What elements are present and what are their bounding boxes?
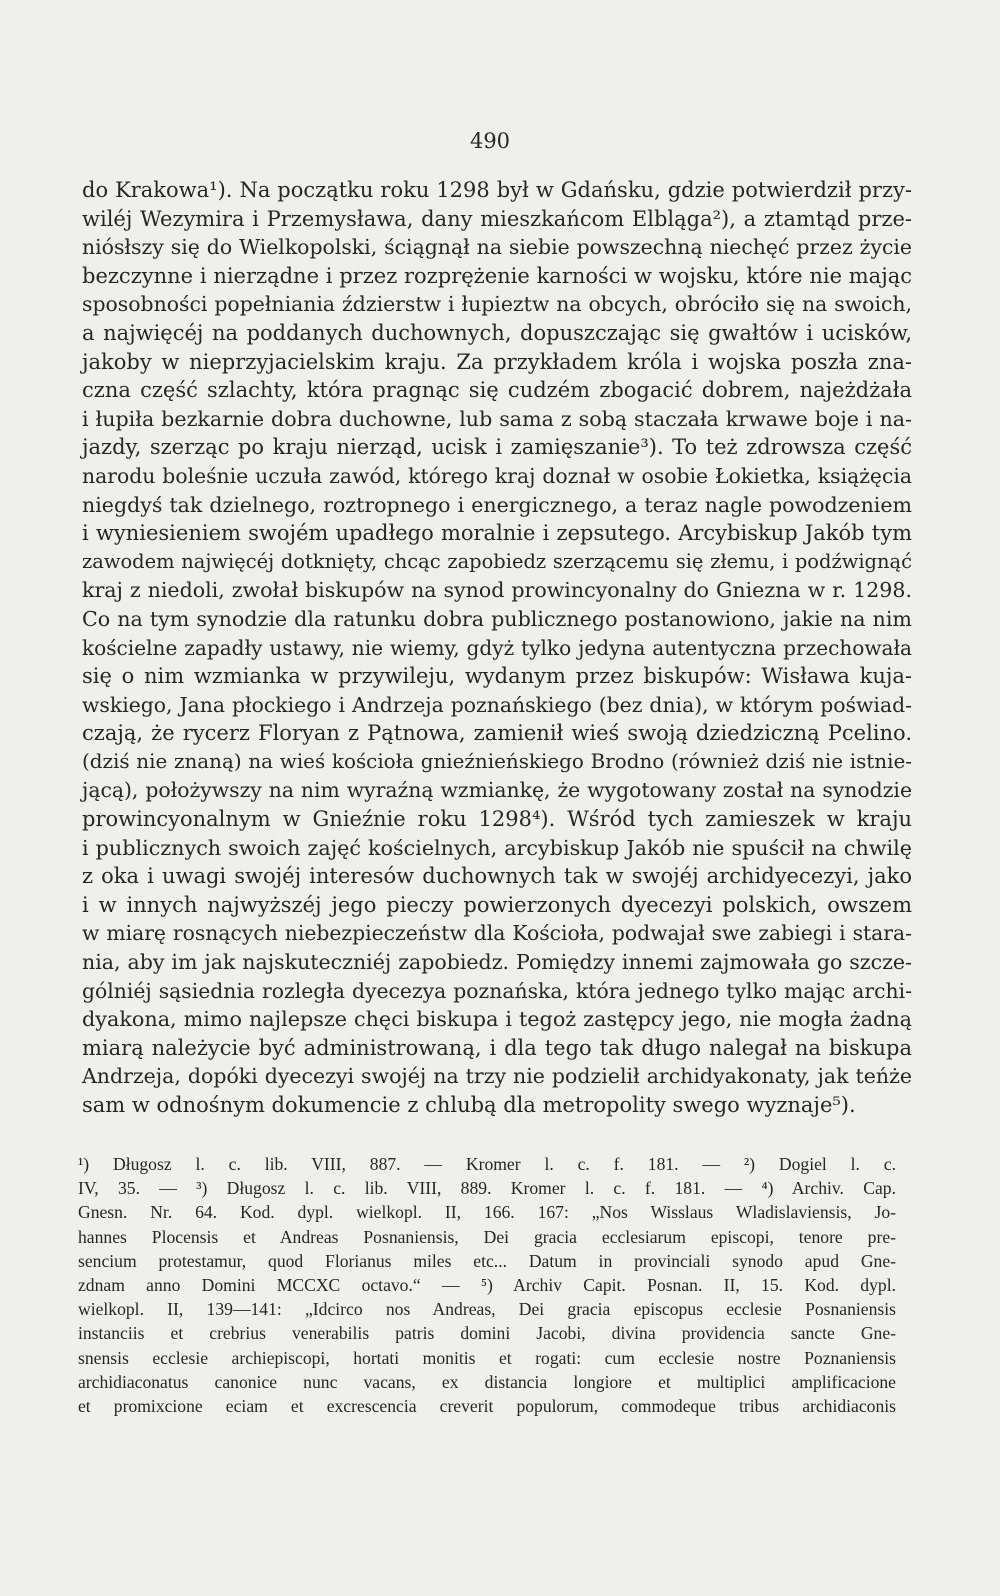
body-line: niegdyś tak dzielnego, roztropnego i energicznego, a teraz nagle powodzeniem	[82, 492, 912, 517]
footnote-line: Gnesn. Nr. 64. Kod. dypl. wielkopl. II, 166. 167: „Nos Wisslaus Wladislaviensis, Jo-	[78, 1202, 896, 1223]
footnotes	[78, 1152, 896, 1418]
footnote-line: IV, 35. — ³) Długosz l. c. lib. VIII, 889. Kromer l. c. f. 181. — ⁴) Archiv. Cap.	[78, 1178, 896, 1199]
footnote-line: sencium protestamur, quod Florianus miles etc... Datum in provinciali synodo apud Gne-	[78, 1250, 896, 1271]
body-line: kościelne zapadły ustawy, nie wiemy, gdyż tylko jedyna autentyczna przechowała	[82, 635, 912, 660]
body-line: jazdy, szerząc po kraju nierząd, ucisk i zamięszanie³). To też zdrowsza część	[82, 435, 912, 460]
body-line: gólniéj sąsiednia rozległa dyecezya poznańska, która jednego tylko mając archi-	[82, 978, 912, 1003]
body-line: do Krakowa¹). Na początku roku 1298 był w Gdańsku, gdzie potwierdził przy-	[82, 178, 912, 202]
body-line: i łupiła bezkarnie dobra duchowne, lub sama z sobą staczała krwawe boje i na-	[82, 406, 912, 431]
body-line: kraj z niedoli, zwołał biskupów na synod prowincyonalny do Gniezna w r. 1298.	[82, 578, 912, 603]
body-line: sam w odnośnym dokumencie z chlubą dla metropolity swego wyznaje⁵).	[82, 1093, 856, 1117]
footnote-line: ¹) Długosz l. c. lib. VIII, 887. — Kromer l. c. f. 181. — ²) Dogiel l. c.	[78, 1154, 896, 1174]
body-line: (dziś nie znaną) na wieś kościoła gnieźnieńskiego Brodno (również dziś nie istnie-	[82, 749, 912, 773]
footnote-line: instanciis et crebrius venerabilis patris domini Jacobi, divina providencia sancte Gne-	[78, 1323, 896, 1344]
body-line: czają, że rycerz Floryan z Pątnowa, zamienił wieś swoją dziedziczną Pcelino.	[82, 721, 912, 746]
body-text	[82, 176, 912, 1120]
body-line: narodu boleśnie uczuła zawód, którego kraj doznał w osobie Łokietka, książęcia	[82, 463, 912, 488]
footnote-line: archidiaconatus canonice nunc vacans, ex distancia longiore et multiplici amplificacione	[78, 1371, 896, 1392]
body-line: i publicznych swoich zajęć kościelnych, arcybiskup Jakób nie spuścił na chwilę	[82, 835, 912, 860]
body-line: z oka i uwagi swojéj interesów duchownych tak w swojéj archidyecezyi, jako	[82, 864, 912, 889]
body-line: miarą należycie być administrowaną, i dla tego tak długo nalegał na biskupa	[82, 1035, 912, 1060]
body-line: Andrzeja, dopóki dyecezyi swojéj na trzy nie podzielił archidyakonaty, jak teńże	[82, 1064, 912, 1089]
footnote-line: hannes Plocensis et Andreas Posnaniensis, Dei gracia ecclesiarum episcopi, tenore pre-	[78, 1226, 896, 1247]
body-line: jącą), położywszy na nim wyraźną wzmiankę, że wygotowany został na synodzie	[82, 778, 912, 803]
page-number: 490	[469, 129, 511, 153]
footnote-line: wielkopl. II, 139—141: „Idcirco nos Andreas, Dei gracia episcopus ecclesie Posnaniensis	[78, 1299, 896, 1320]
footnote-line: zdnam anno Domini MCCXC octavo.“ — ⁵) Archiv Capit. Posnan. II, 15. Kod. dypl.	[78, 1275, 896, 1296]
body-line: sposobności popełniania ździerstw i łupieztw na obcych, obróciło się na swoich,	[82, 292, 912, 317]
body-line: nia, aby im jak najskuteczniéj zapobiedz. Pomiędzy innemi zajmowała go szcze-	[82, 950, 912, 975]
body-line: wskiego, Jana płockiego i Andrzeja poznańskiego (bez dnia), w którym poświad-	[82, 692, 912, 717]
footnote-line: et promixcione eciam et excrescencia creverit populorum, commodeque tribus archidiaconis	[78, 1396, 896, 1417]
body-line: Co na tym synodzie dla ratunku dobra publicznego postanowiono, jakie na nim	[82, 606, 912, 631]
body-line: zawodem najwięcéj dotknięty, chcąc zapobiedz szerzącemu się złemu, i podźwignąć	[82, 549, 912, 573]
body-line: i w innych najwyższéj jego pieczy powierzonych dyecezyi polskich, owszem	[82, 892, 912, 917]
body-line: niósłszy się do Wielkopolski, ściągnął na siebie powszechną niechęć przez życie	[82, 235, 912, 260]
body-line: dyakona, mimo najlepsze chęci biskupa i tegoż zastępcy jego, nie mogła żadną	[82, 1007, 912, 1032]
body-line: i wyniesieniem swojém upadłego moralnie i zepsutego. Arcybiskup Jakób tym	[82, 521, 912, 546]
body-line: jakoby w nieprzyjacielskim kraju. Za przykładem króla i wojska poszła zna-	[82, 349, 912, 374]
body-line: czna część szlachty, która pragnąc się cudzém zbogacić dobrem, najeżdżała	[82, 378, 912, 403]
body-line: a najwięcéj na poddanych duchownych, dopuszczając się gwałtów i ucisków,	[82, 320, 912, 345]
body-line: się o nim wzmianka w przywileju, wydanym przez biskupów: Wisława kuja-	[82, 664, 912, 689]
body-line: w miarę rosnących niebezpieczeństw dla Kościoła, podwajał swe zabiegi i stara-	[82, 921, 912, 946]
body-line: bezczynne i nierządne i przez rozprężenie karności w wojsku, które nie mając	[82, 263, 912, 288]
body-line: prowincyonalnym w Gnieźnie roku 1298⁴). Wśród tych zamieszek w kraju	[82, 807, 912, 832]
footnote-line: snensis ecclesie archiepiscopi, hortati monitis et rogati: cum ecclesie nostre Poznaniensis	[78, 1347, 896, 1368]
body-line: wiléj Wezymira i Przemysława, dany mieszkańcom Elbląga²), a ztamtąd prze-	[82, 206, 912, 231]
